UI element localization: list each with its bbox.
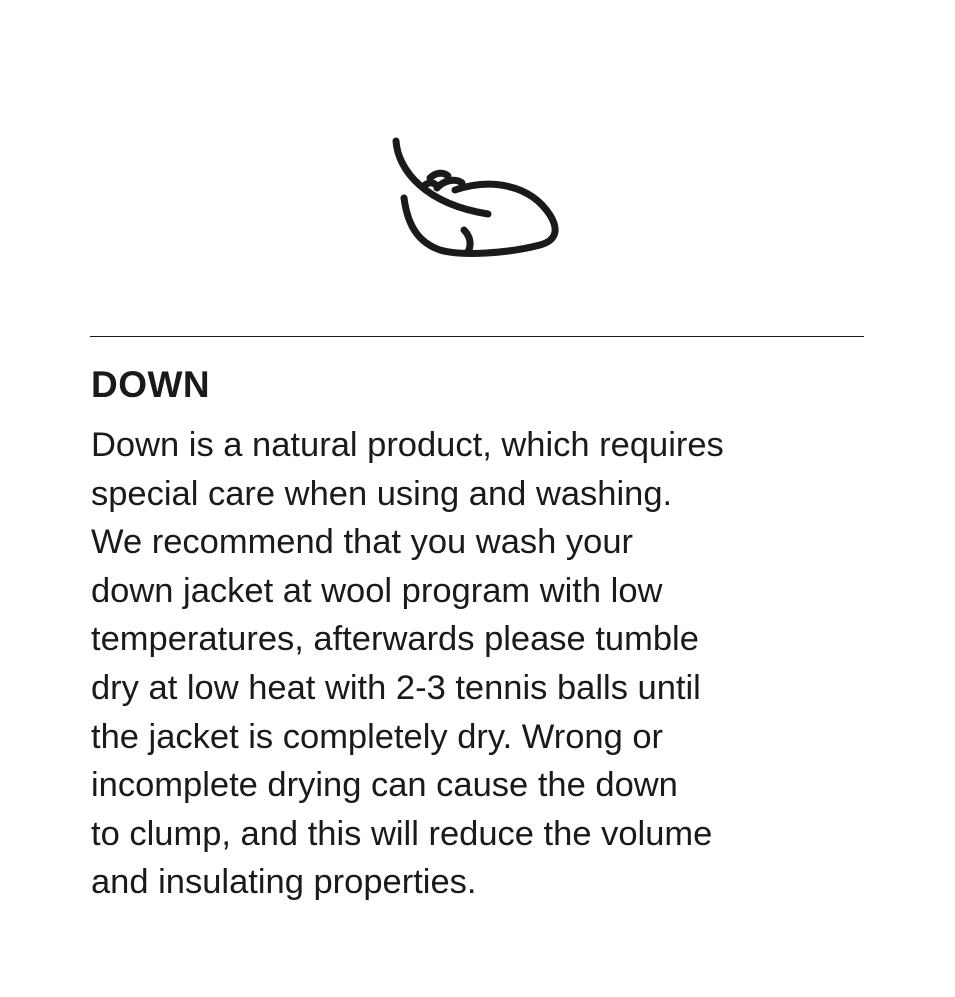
care-description-line: to clump, and this will reduce the volume bbox=[91, 814, 713, 853]
section-divider bbox=[90, 336, 864, 337]
care-description-line: Down is a natural product, which requires bbox=[91, 426, 724, 464]
care-description-line: temperatures, afterwards please tumble bbox=[91, 620, 699, 659]
care-description-line: We recommend that you wash your bbox=[91, 523, 634, 562]
section-title: DOWN bbox=[91, 364, 211, 405]
care-description-line: incomplete drying can cause the down bbox=[91, 766, 678, 805]
care-description bbox=[91, 421, 891, 907]
care-description-line: special care when using and washing. bbox=[91, 474, 673, 513]
care-description-line: the jacket is completely dry. Wrong or bbox=[91, 717, 664, 756]
care-description-line: dry at low heat with 2-3 tennis balls until bbox=[91, 668, 701, 707]
care-description-line: down jacket at wool program with low bbox=[91, 571, 663, 610]
care-description-line: and insulating properties. bbox=[91, 863, 477, 902]
feather-icon bbox=[385, 130, 570, 270]
